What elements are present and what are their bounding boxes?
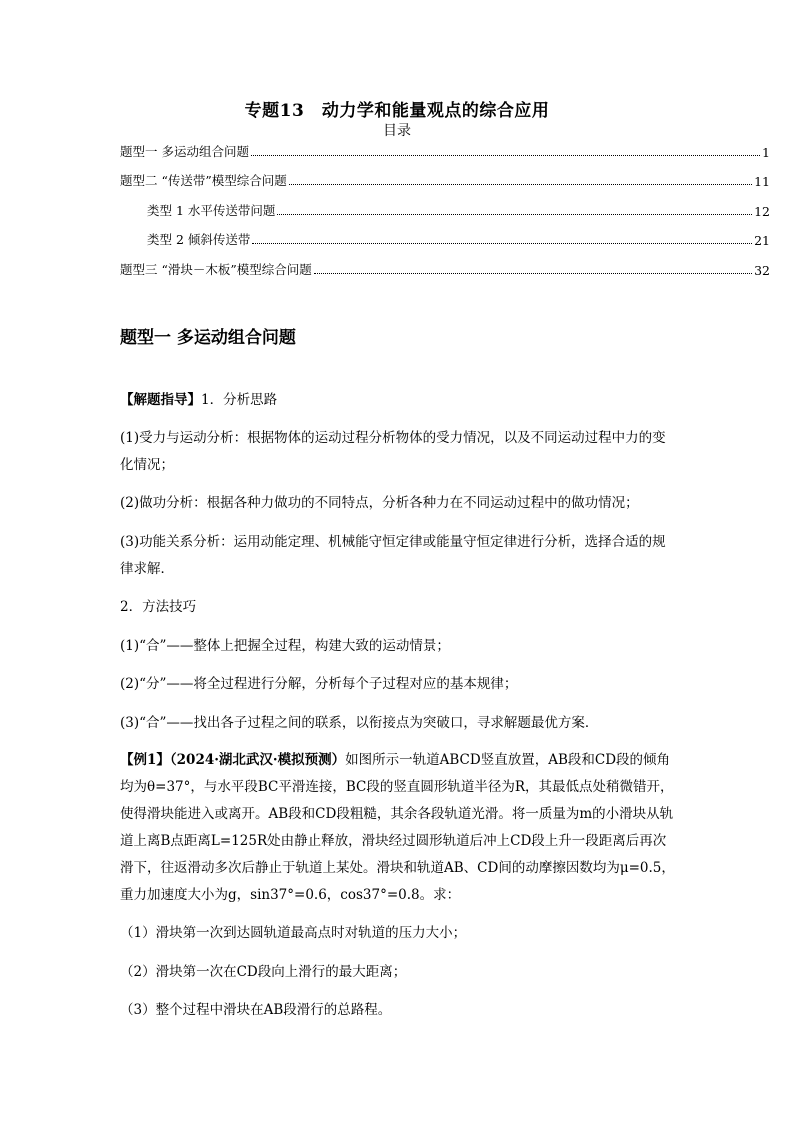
example-body: 如图所示一轨道ABCD竖直放置，AB段和CD段的倾角均为θ=37°，与水平段BC平滑连接，BC段的竖直圆形轨道半径为R，其最低点处稍微错开，使得滑块能进入或离开。AB段和CD段粗糙，其余各段轨道光滑。将一质量为m的小滑块从轨道上离B点距离L=125R处由静止释放，滑块经过圆形轨道后冲上CD段上升一段距离后再次滑下，往返滑动多次后静止于轨道上某处。滑块和轨道AB、CD间的动摩擦因数均为μ=0.5，重力加速度大小为g，sin37°=0.6，cos37°=0.8。求： — [120, 752, 675, 903]
toc-entry-label: 题型二 “传送带”模型综合问题 — [120, 173, 287, 188]
guide-paragraph: (2)做功分析：根据各种力做功的不同特点，分析各种力在不同运动过程中的做功情况； — [120, 495, 639, 511]
example-tag: 【例1】 — [120, 752, 170, 768]
question-3: （3）整个过程中滑块在AB段滑行的总路程。 — [120, 1002, 392, 1018]
toc-entry[interactable] — [147, 199, 770, 219]
toc-leader-dots — [252, 243, 752, 244]
toc-entry-label: 类型 2 倾斜传送带 — [147, 232, 251, 247]
question-1: （1）滑块第一次到达圆轨道最高点时对轨道的压力大小； — [120, 925, 467, 941]
toc-entry-label: 类型 1 水平传送带问题 — [147, 203, 276, 218]
toc-entry[interactable] — [147, 228, 770, 248]
toc-entry-page: 1 — [762, 145, 770, 160]
guide-point-1: 1．分析思路 — [201, 392, 278, 408]
toc-leader-dots — [251, 155, 760, 156]
guide-paragraph: 2．方法技巧 — [120, 599, 197, 615]
toc-entry-page: 32 — [754, 263, 770, 278]
toc-entry-label: 题型一 多运动组合问题 — [120, 144, 249, 159]
guide-heading-line — [120, 387, 675, 414]
toc-entry-label: 题型三 “滑块－木板”模型综合问题 — [120, 262, 312, 277]
guide-paragraph: (3)“合”——找出各子过程之间的联系，以衔接点为突破口，寻求解题最优方案． — [120, 715, 599, 731]
example-problem — [120, 747, 675, 909]
guide-paragraph: (1)“合”——整体上把握全过程，构建大致的运动情景； — [120, 638, 450, 654]
toc-entry[interactable] — [120, 258, 770, 278]
guide-paragraph: (1)受力与运动分析：根据物体的运动过程分析物体的受力情况，以及不同运动过程中力的变化情况； — [120, 430, 666, 473]
toc-entry-page: 12 — [754, 204, 770, 219]
toc-entry[interactable] — [120, 169, 770, 189]
document-title: 专题13 动力学和能量观点的综合应用 — [244, 101, 550, 121]
toc-heading: 目录 — [383, 123, 411, 139]
toc-entry-page: 11 — [754, 174, 770, 189]
toc-entry-page: 21 — [754, 233, 770, 248]
question-2: （2）滑块第一次在CD段向上滑行的最大距离； — [120, 964, 407, 980]
toc-entry[interactable] — [120, 140, 770, 160]
toc-leader-dots — [289, 184, 752, 185]
guide-paragraph: (2)“分”——将全过程进行分解，分析每个子过程对应的基本规律； — [120, 676, 518, 692]
toc-leader-dots — [314, 273, 752, 274]
guide-paragraph: (3)功能关系分析：运用动能定理、机械能守恒定律或能量守恒定律进行分析，选择合适的规律求解． — [120, 534, 666, 577]
example-source: （2024·湖北武汉·模拟预测） — [169, 752, 346, 768]
toc-leader-dots — [277, 214, 752, 215]
guide-tag: 【解题指导】 — [120, 392, 201, 408]
section-heading: 题型一 多运动组合问题 — [120, 328, 296, 348]
